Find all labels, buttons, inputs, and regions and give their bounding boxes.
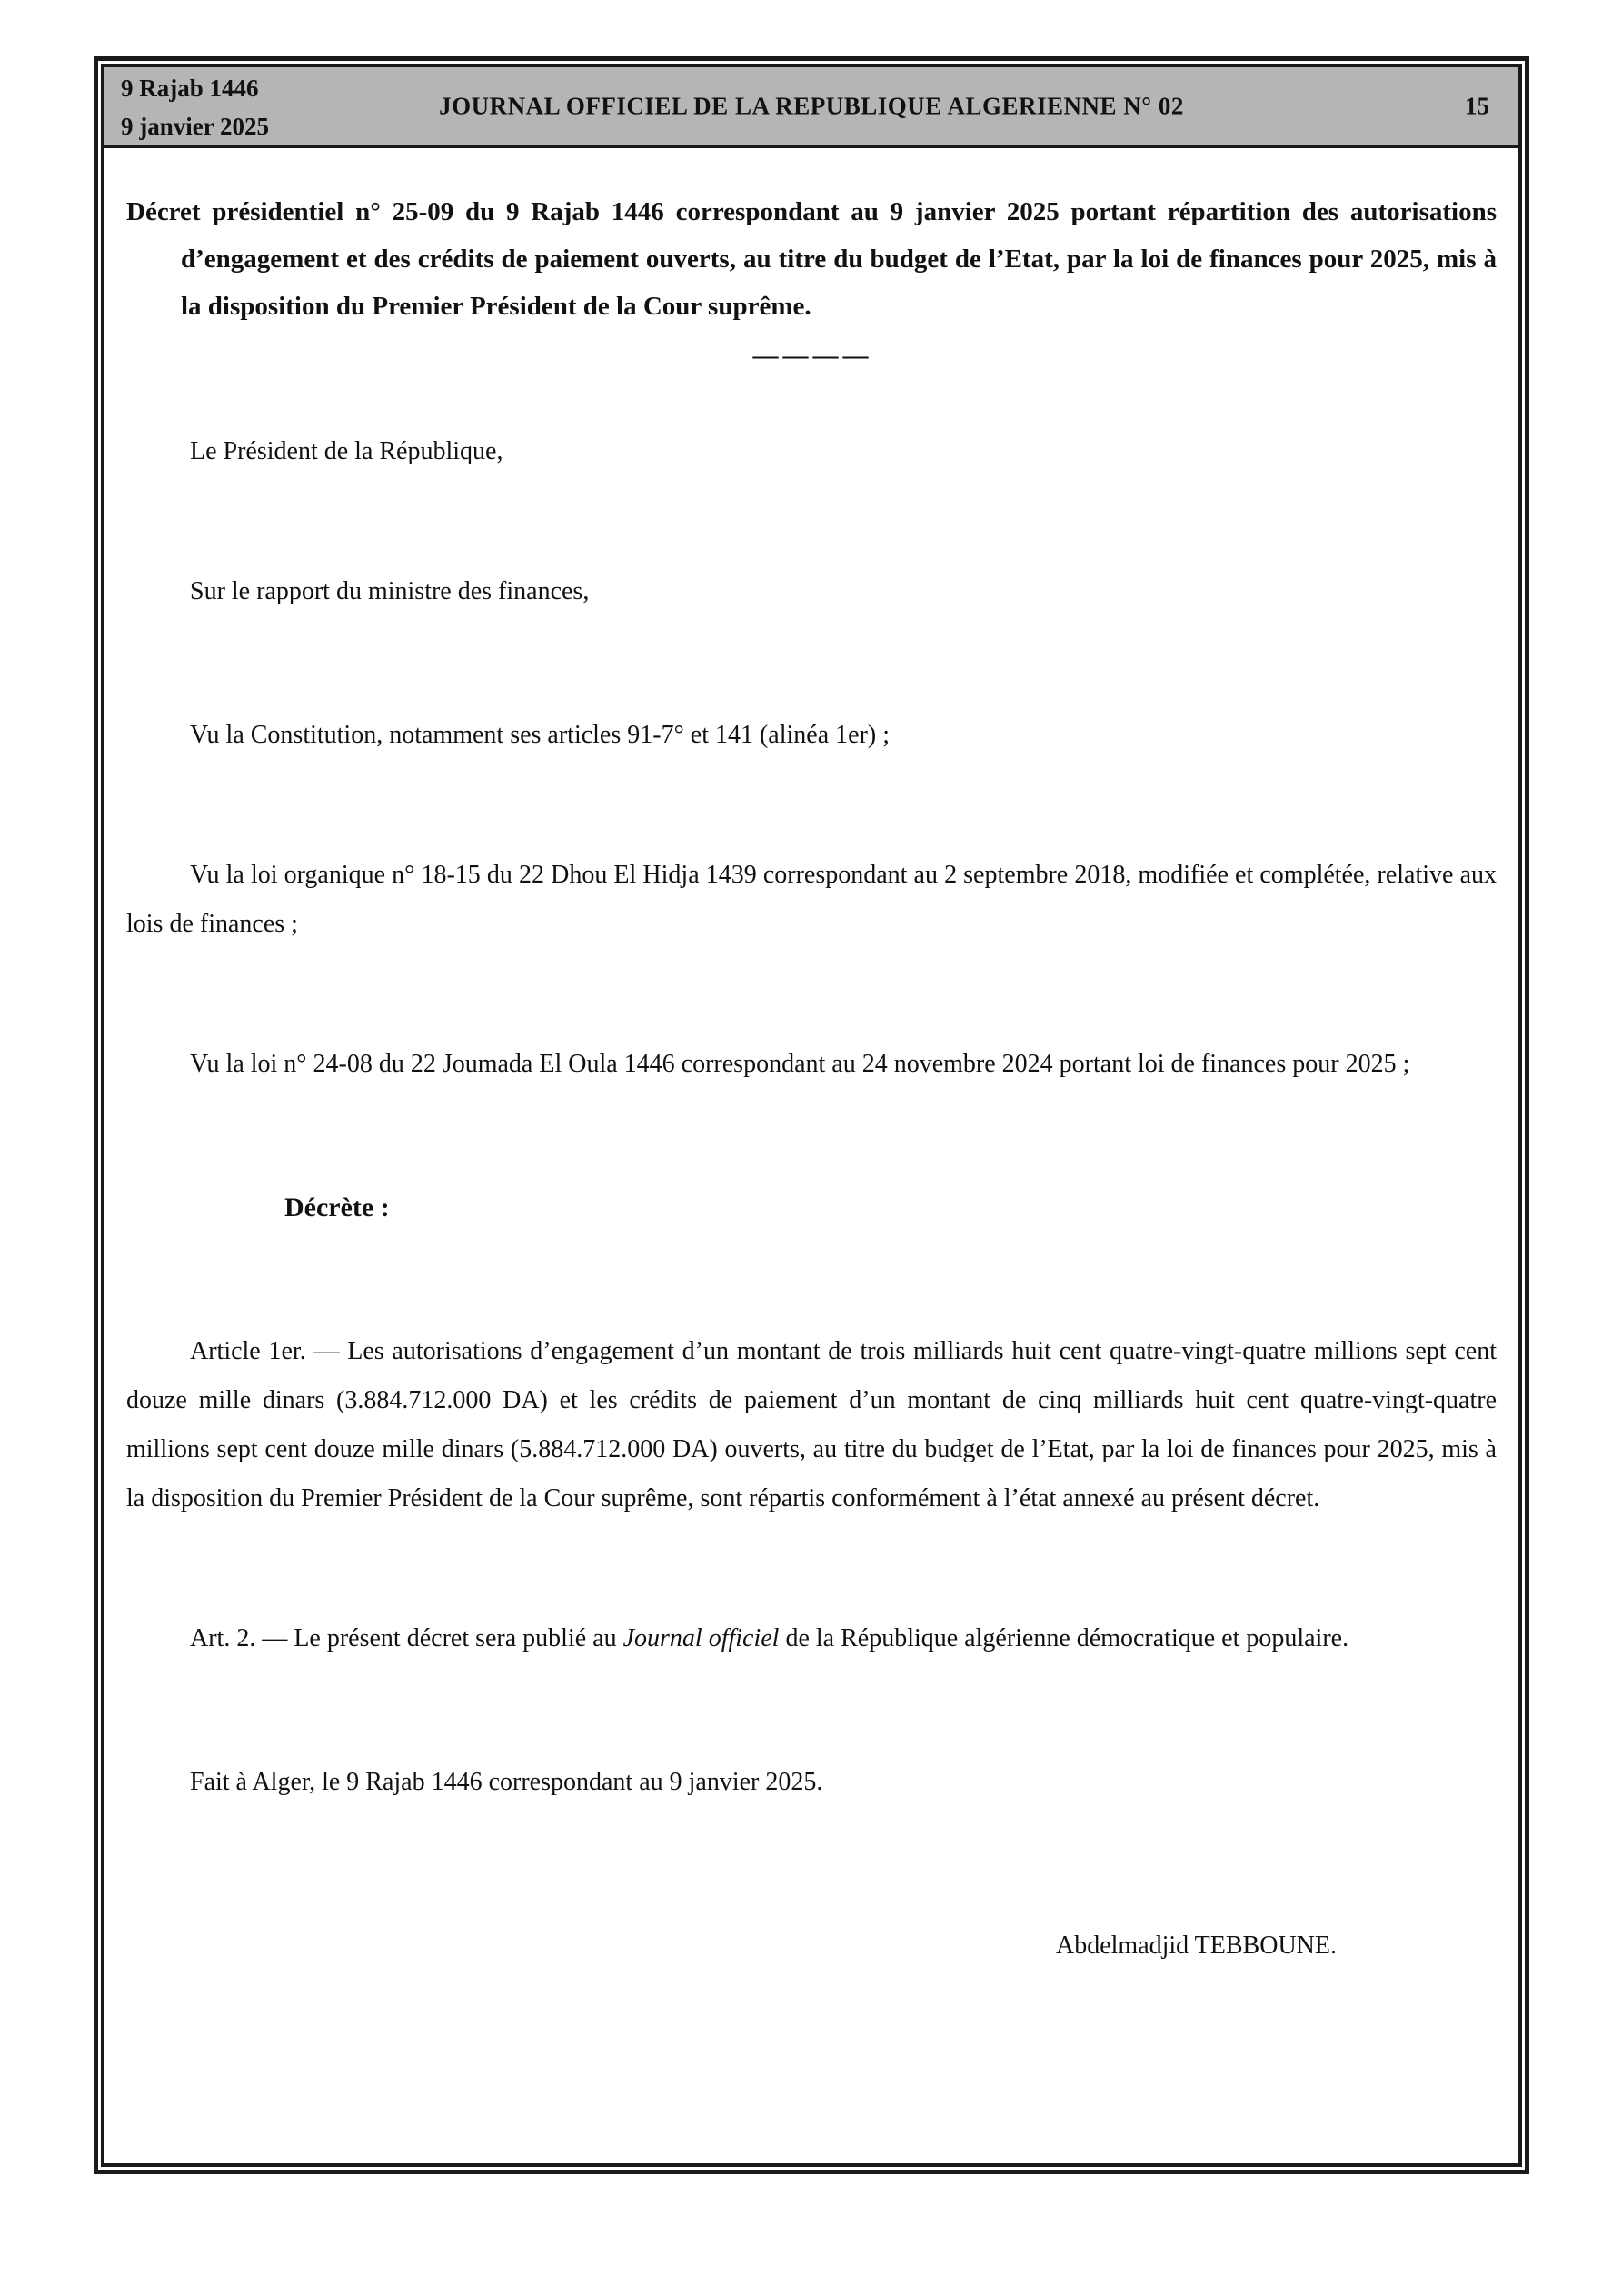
visa-loi-organique-paragraph: Vu la loi organique n° 18-15 du 22 Dhou El Hidja 1439 correspondant au 2 septembre 2018, modifiée et complétée, relative aux lois de finances ; bbox=[126, 861, 1497, 938]
journal-header bbox=[104, 67, 1518, 148]
visa-loi-finances-paragraph: Vu la loi n° 24-08 du 22 Joumada El Oula 1446 correspondant au 24 novembre 2024 portant loi de finances pour 2025 ; bbox=[190, 1050, 1410, 1078]
report-paragraph: Sur le rapport du ministre des finances, bbox=[190, 577, 590, 605]
signed-at-paragraph: Fait à Alger, le 9 Rajab 1446 correspondant au 9 janvier 2025. bbox=[190, 1768, 823, 1796]
decree-body bbox=[104, 188, 1518, 1971]
visa-constitution-paragraph: Vu la Constitution, notamment ses articles 91-7° et 141 (alinéa 1er) ; bbox=[190, 721, 890, 749]
page-number: 15 bbox=[1465, 92, 1489, 119]
article-2-journal-officiel: Journal officiel bbox=[622, 1624, 780, 1652]
header-date-gregorian: 9 janvier 2025 bbox=[121, 113, 269, 140]
article-1-paragraph: Article 1er. — Les autorisations d’engagement d’un montant de trois milliards huit cent quatre-vingt-quatre millions sept cent douze mille dinars (3.884.712.000 DA) et les crédits de paiement d’un montant de cinq milliards huit cent quatre-vingt-quatre millions sept cent douze mille dinars (5.884.712.000 DA) ouverts, au titre du budget de l’Etat, par la loi de finances pour 2025, mis à la disposition du Premier Président de la Cour suprême, sont répartis conformément à l’état annexé au présent décret. bbox=[126, 1337, 1497, 1512]
signature: Abdelmadjid TEBBOUNE. bbox=[1055, 1932, 1337, 1960]
page-frame bbox=[94, 56, 1529, 2174]
decrete-heading: Décrète : bbox=[284, 1193, 390, 1223]
article-2-suffix: de la République algérienne démocratique et populaire. bbox=[779, 1624, 1349, 1652]
page-frame-inner bbox=[101, 64, 1522, 2167]
decree-title: Décret présidentiel n° 25-09 du 9 Rajab 1446 correspondant au 9 janvier 2025 portant répartition des autorisations d’engagement et des crédits de paiement ouverts, au titre du budget de l’Etat, par la loi de finances pour 2025, mis à la disposition du Premier Président de la Cour suprême. bbox=[126, 197, 1497, 321]
article-2-paragraph bbox=[126, 1614, 1497, 1663]
salutation-paragraph: Le Président de la République, bbox=[190, 437, 503, 465]
header-date-hijri: 9 Rajab 1446 bbox=[121, 75, 259, 102]
title-separator: — — — — bbox=[752, 342, 871, 370]
journal-title: JOURNAL OFFICIEL DE LA REPUBLIQUE ALGERIENNE N° 02 bbox=[439, 92, 1184, 119]
article-2-prefix: Art. 2. — Le présent décret sera publié au bbox=[190, 1624, 623, 1652]
